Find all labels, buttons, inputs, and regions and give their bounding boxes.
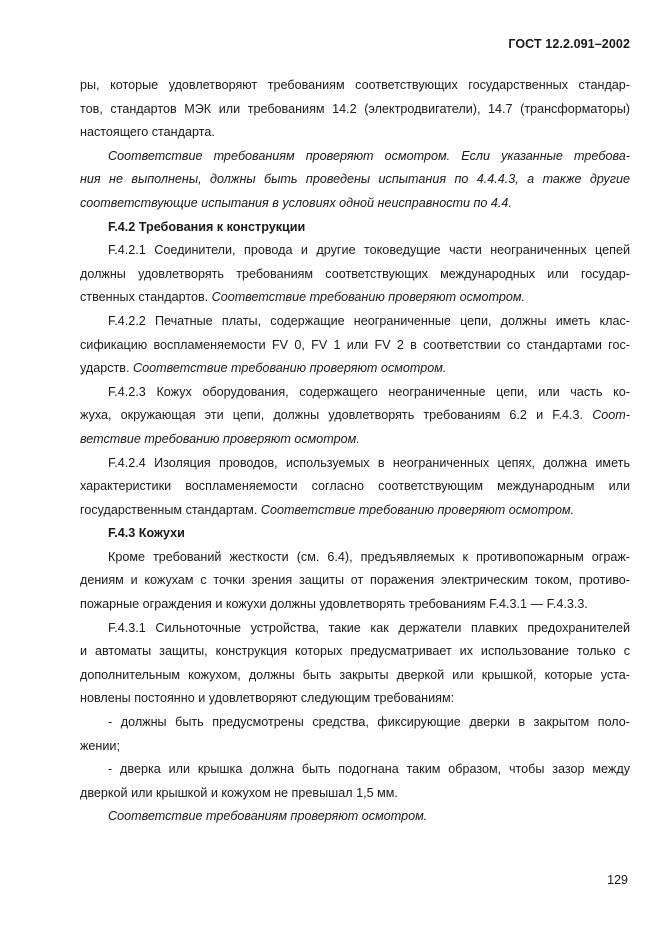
text-line [80,286,630,310]
text-line: F.4.2.4 Изоляция проводов, используемых в неограниченных цепях, должна иметь [108,455,630,470]
document-header: ГОСТ 12.2.091–2002 [508,37,630,51]
text-line: F.4.3.1 Сильноточные устройства, такие как держатели плавких предохранителей [108,620,630,635]
page-number: 129 [607,873,628,887]
italic-span: Соответствие требованию проверяют осмотром. [260,502,575,517]
text-line: новлены постоянно и удовлетворяют следующим требованиям: [80,691,455,706]
text-line: сификацию воспламеняемости FV 0, FV 1 или FV 2 в соответствии со стандартами гос- [80,337,630,352]
text-line: F.4.2.3 Кожух оборудования, содержащего неограниченные цепи, или часть ко- [108,384,630,399]
text-line: F.4.2.2 Печатные платы, содержащие неограниченные цепи, должны иметь клас- [108,313,630,328]
section-heading: F.4.2 Требования к конструкции [108,219,306,234]
text-line: ветствие требованию проверяют осмотром. [80,431,360,446]
text-line: настоящего стандарта. [80,125,215,140]
text-line: Соответствие требованиям проверяют осмотром. Если указанные требова- [108,148,630,163]
italic-span: Соответствие требованию проверяют осмотром. [211,290,526,305]
text-span: государственным стандартам. [80,502,258,517]
text-line: тов, стандартов МЭК или требованиям 14.2 (электродвигатели), 14.7 (трансформаторы) [80,101,630,116]
list-item: - дверка или крышка должна быть подогнана таким образом, чтобы зазор между [108,762,630,777]
text-line [80,357,630,381]
text-line: и автоматы защиты, конструкция которых предусматривает их использование только с [80,644,630,659]
text-line: ры, которые удовлетворяют требованиям соответствующих государственных стандар- [80,78,630,92]
text-line: жении; [80,738,120,753]
text-line: характеристики воспламеняемости согласно соответствующим международным или [80,479,630,494]
text-line: дениям и кожухам с точки зрения защиты от поражения электрическим током, противо- [80,573,630,588]
text-line: должны удовлетворять требованиям соответствующих международных или государ- [80,266,630,281]
text-span: жуха, окружающая эти цепи, должны удовлетворять требованиям 6.2 и F.4.3. [80,408,584,423]
text-line: F.4.2.1 Соединители, провода и другие токоведущие части неограниченных цепей [108,243,630,258]
text-line: соответствующие испытания в условиях одной неисправности по 4.4. [80,195,512,210]
text-line [80,404,630,428]
document-body [80,74,630,829]
text-span: ственных стандартов. [80,290,209,305]
text-line: дополнительным кожухом, должны быть закрыты дверкой или крышкой, которые уста- [80,667,630,682]
list-item: - должны быть предусмотрены средства, фиксирующие дверки в закрытом поло- [108,715,630,730]
italic-span: Соот- [592,408,630,423]
text-line: Кроме требований жесткости (см. 6.4), предъявляемых к противопожарным ограж- [108,549,630,564]
text-line [80,499,630,523]
italic-span: Соответствие требованию проверяют осмотром. [133,361,447,376]
text-line: Соответствие требованиям проверяют осмотром. [108,809,428,824]
text-line: дверкой или крышкой и кожухом не превышал 1,5 мм. [80,785,398,800]
text-line: ния не выполнены, должны быть проведены испытания по 4.4.4.3, а также другие [80,172,630,187]
section-heading: F.4.3 Кожухи [108,526,185,541]
text-span: ударств. [80,361,130,376]
text-line: пожарные ограждения и кожухи должны удовлетворять требованиям F.4.3.1 — F.4.3.3. [80,597,588,612]
